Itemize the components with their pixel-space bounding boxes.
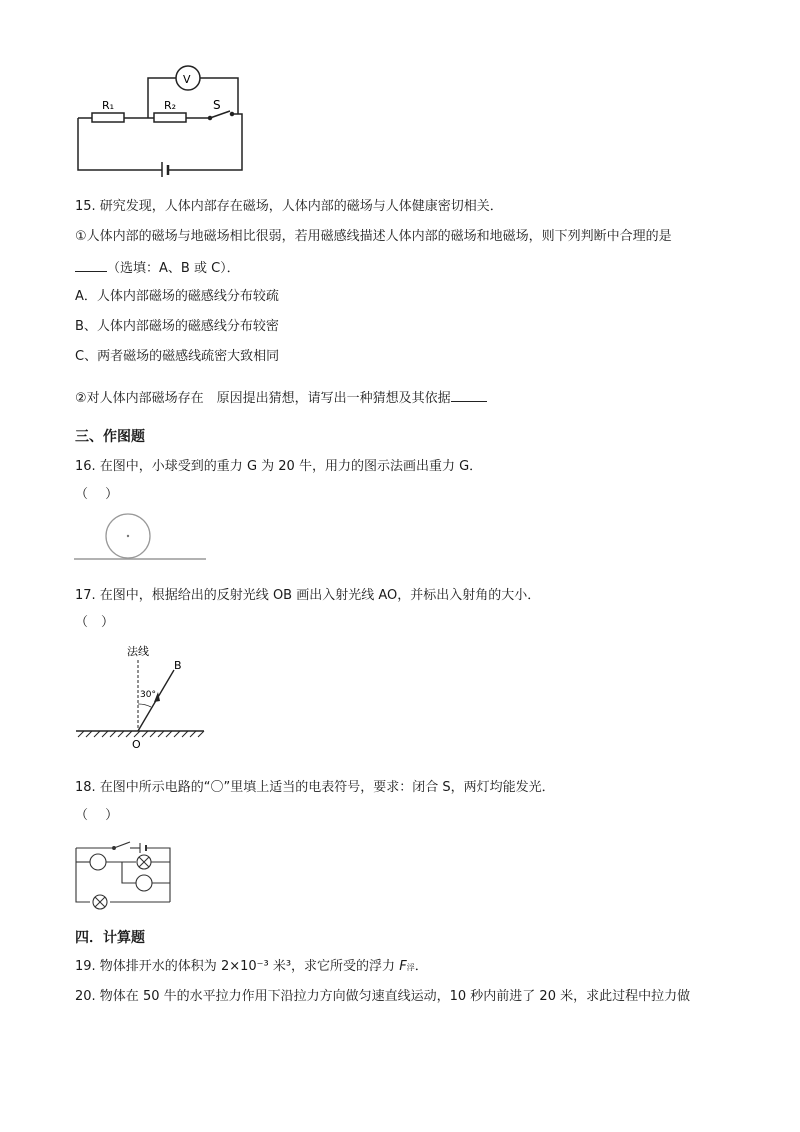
q19-stem: 19. 物体排开水的体积为 2×10⁻³ 米³，求它所受的浮力 [75, 959, 396, 974]
q15-part2: ②对人体内部磁场存在 原因提出猜想，请写出一种猜想及其依据 [75, 391, 451, 406]
reflection-figure-q17 [70, 638, 210, 753]
q17-stem: 17. 在图中，根据给出的反射光线 OB 画出入射光线 AO，并标出入射角的大小． [75, 588, 541, 603]
q18-stem: 18. 在图中所示电路的“〇”里填上适当的电表符号，要求：闭合 S，两灯均能发光． [75, 780, 555, 795]
r2-label: R₂ [164, 99, 177, 112]
q15-fill-line [75, 258, 240, 278]
q15-part1: ①人体内部的磁场与地磁场相比很弱，若用磁感线描述人体内部的磁场和地磁场，则下列判断中合理的是 [75, 229, 672, 244]
q15-option-c: C、两者磁场的磁感线疏密大致相同 [75, 349, 280, 364]
answer-blank[interactable] [451, 388, 487, 402]
answer-blank[interactable] [75, 258, 107, 272]
buoyancy-subscript: 浮 [406, 963, 415, 972]
normal-label: 法线 [127, 645, 149, 658]
q15-option-b: B、人体内部磁场的磁感线分布较密 [75, 319, 279, 334]
circuit-figure-q18 [70, 833, 180, 913]
buoyancy-symbol: F [399, 959, 407, 974]
r1-label: R₁ [102, 99, 115, 112]
q15-option-a: A．人体内部磁场的磁感线分布较疏 [75, 289, 279, 304]
voltmeter-label: V [183, 73, 191, 86]
q17-paren: （ ） [75, 615, 115, 630]
section-heading-3: 三、作图题 [75, 429, 145, 445]
section-heading-4: 四．计算题 [75, 930, 145, 946]
q15-stem: 15. 研究发现，人体内部存在磁场，人体内部的磁场与人体健康密切相关． [75, 199, 503, 214]
q20-stem: 20. 物体在 50 牛的水平拉力作用下沿拉力方向做匀速直线运动，10 秒内前进了 20 米，求此过程中拉力做 [75, 989, 691, 1004]
q16-paren: （ ） [75, 487, 119, 502]
q19-line [75, 958, 428, 977]
circuit-figure-q14 [70, 62, 250, 177]
q19-end: ． [414, 959, 428, 974]
switch-label: S [213, 98, 221, 112]
q18-paren: （ ） [75, 808, 119, 823]
q16-stem: 16. 在图中，小球受到的重力 G 为 20 牛，用力的图示法画出重力 G． [75, 459, 483, 474]
point-o-label: O [132, 738, 141, 751]
ball-figure-q16 [70, 512, 210, 567]
angle-label: 30° [140, 690, 156, 700]
q15-fill-hint: （选填：A、B 或 C）． [107, 261, 240, 276]
q15-part2-line [75, 388, 487, 408]
point-b-label: B [174, 659, 182, 672]
